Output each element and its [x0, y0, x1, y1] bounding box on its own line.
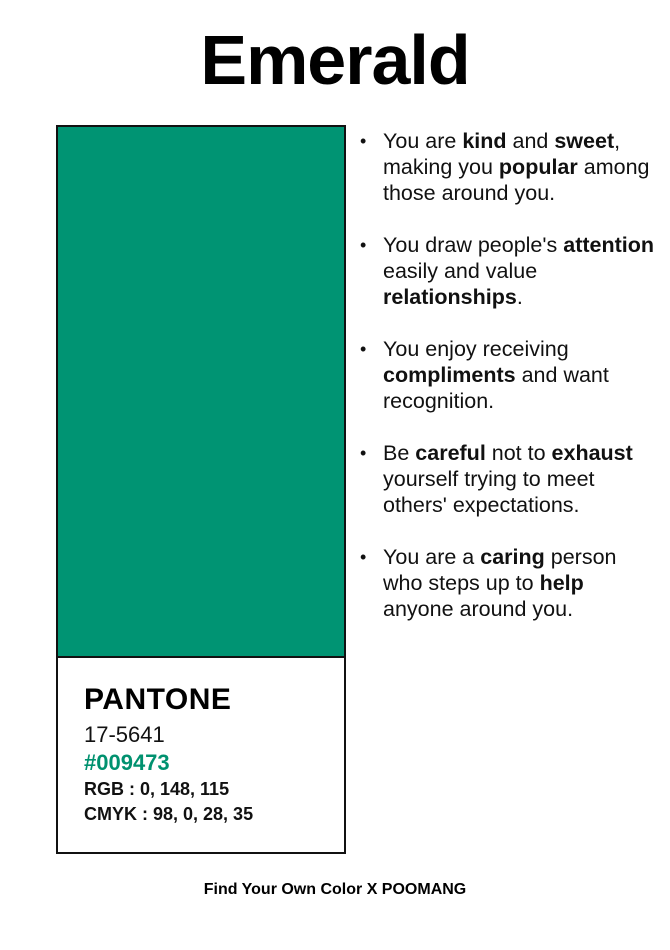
body-text: easily and value	[383, 259, 538, 283]
hex-code: #009473	[84, 750, 170, 775]
bullet-dot: •	[360, 235, 367, 255]
body-text: You are a	[383, 545, 481, 569]
list-item	[359, 128, 659, 206]
body-text: Be	[383, 441, 416, 465]
emphasis-text: help	[539, 571, 584, 595]
body-text: You are	[383, 129, 463, 153]
list-item	[359, 336, 659, 414]
emphasis-text: exhaust	[551, 441, 633, 465]
body-text: and want recognition.	[383, 363, 609, 413]
list-item	[359, 440, 659, 518]
body-text: not to	[485, 441, 552, 465]
body-text: and	[506, 129, 555, 153]
emphasis-text: attention	[563, 233, 655, 257]
body-text: person who steps up to	[383, 545, 617, 595]
emphasis-text: careful	[415, 441, 486, 465]
cmyk-values: CMYK : 98, 0, 28, 35	[84, 804, 254, 824]
pantone-code: 17-5641	[84, 722, 165, 747]
rgb-values: RGB : 0, 148, 115	[84, 779, 230, 799]
footer-credit: Find Your Own Color X POOMANG	[203, 881, 467, 898]
emphasis-text: sweet	[554, 129, 615, 153]
emphasis-text: caring	[480, 545, 545, 569]
body-text: among those around you.	[383, 155, 650, 205]
body-text: .	[516, 285, 523, 309]
emphasis-text: compliments	[383, 363, 516, 387]
list-item	[359, 544, 659, 622]
body-text: You draw people's	[383, 233, 564, 257]
pantone-card	[56, 125, 346, 854]
body-text: yourself trying to meet others' expectations.	[383, 467, 595, 517]
personality-list	[359, 128, 659, 648]
emphasis-text: popular	[498, 155, 578, 179]
pantone-brand: PANTONE	[84, 683, 232, 716]
body-text: , making you	[383, 129, 621, 179]
list-item	[359, 232, 659, 310]
emphasis-text: kind	[462, 129, 507, 153]
emphasis-text: relationships	[383, 285, 517, 309]
body-text: You enjoy receiving	[383, 337, 569, 361]
color-swatch	[58, 127, 344, 658]
bullet-dot: •	[360, 131, 367, 151]
page-title: Emerald	[200, 21, 470, 99]
body-text: anyone around you.	[383, 597, 574, 621]
bullet-dot: •	[360, 339, 367, 359]
bullet-dot: •	[360, 443, 367, 463]
color-info	[84, 683, 253, 827]
bullet-dot: •	[360, 547, 367, 567]
